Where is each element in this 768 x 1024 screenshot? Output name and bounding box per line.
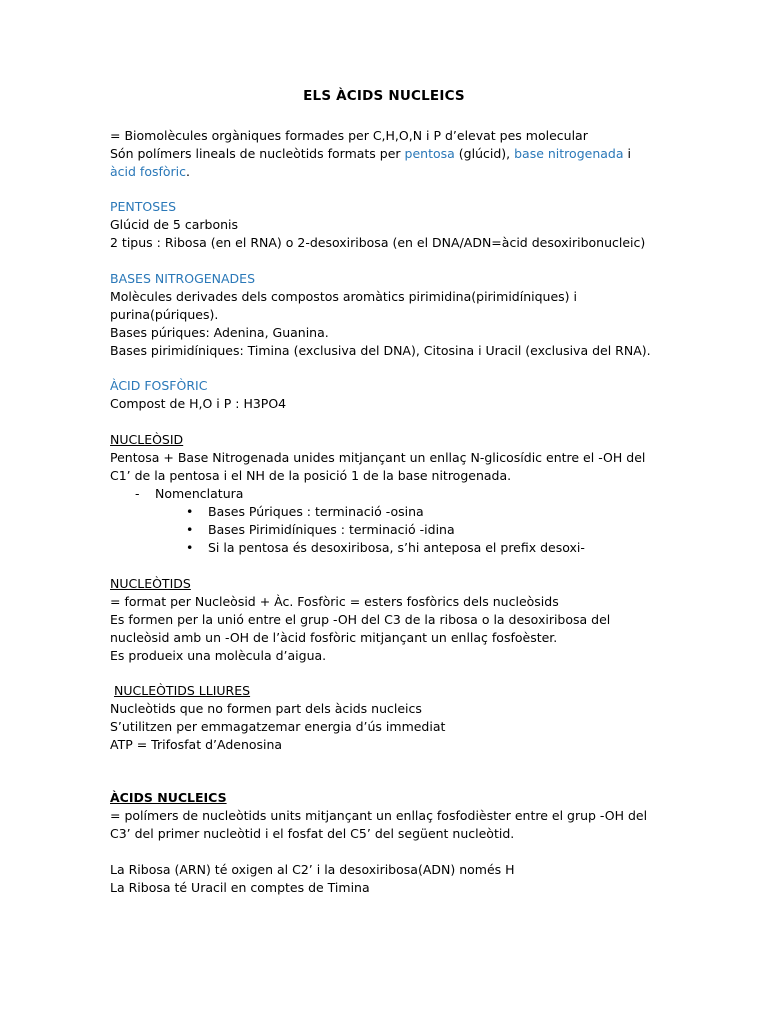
term-base-nitrogenada: base nitrogenada [514, 146, 624, 161]
nucleotids-line-1: = format per Nucleòsid + Àc. Fosfòric = esters fosfòrics dels nucleòsids [110, 594, 559, 609]
bullet-marker: • [186, 504, 194, 519]
nomenclatura-label: Nomenclatura [155, 486, 244, 501]
dash-marker: - [135, 486, 140, 501]
heading-pentoses: PENTOSES [110, 199, 177, 214]
heading-nucleotids: NUCLEÒTIDS [110, 576, 191, 591]
heading-acid-fosforic: ÀCID FOSFÒRIC [110, 378, 208, 393]
lliures-line-3: ATP = Trifosfat d’Adenosina [110, 737, 283, 752]
nucleotids-line-4: Es produeix una molècula d’aigua. [110, 648, 327, 663]
bullet-text-desoxi: Si la pentosa és desoxiribosa, s’hi anteposa el prefix desoxi- [208, 540, 585, 555]
intro-line-3-period: . [186, 164, 190, 179]
pentoses-line-1: Glúcid de 5 carbonis [110, 217, 239, 232]
bullet-text-pirimidiniques: Bases Pirimidíniques : terminació -idina [208, 522, 455, 537]
acids-line-2: C3’ del primer nucleòtid i el fosfat del C5’ del següent nucleòtid. [110, 826, 515, 841]
term-acid-fosforic: àcid fosfòric [110, 164, 187, 179]
intro-line-2-text-a: Són polímers lineals de nucleòtids formats per [110, 146, 405, 161]
bases-line-4: Bases pirimidíniques: Timina (exclusiva del DNA), Citosina i Uracil (exclusiva del RNA). [110, 343, 651, 358]
bases-line-3: Bases púriques: Adenina, Guanina. [110, 325, 329, 340]
bullet-marker: • [186, 540, 194, 555]
intro-line-2 [110, 146, 631, 162]
acid-line-1: Compost de H,O i P : H3PO4 [110, 396, 287, 411]
acids-line-1: = polímers de nucleòtids units mitjançant un enllaç fosfodièster entre el grup -OH del [110, 808, 648, 823]
bullet-marker: • [186, 522, 194, 537]
bullet-item-puriques [186, 504, 424, 520]
pentoses-line-2: 2 tipus : Ribosa (en el RNA) o 2-desoxiribosa (en el DNA/ADN=àcid desoxiribonucleic) [110, 235, 646, 250]
nucleosid-line-2: C1’ de la pentosa i el NH de la posició 1 de la base nitrogenada. [110, 468, 512, 483]
bases-line-1: Molècules derivades dels compostos aromàtics pirimidina(pirimidíniques) i [110, 289, 577, 304]
intro-line-3 [110, 164, 190, 180]
document-title: ELS ÀCIDS NUCLEICS [303, 88, 465, 104]
term-pentosa: pentosa [404, 146, 455, 161]
lliures-line-2: S’utilitzen per emmagatzemar energia d’ús immediat [110, 719, 446, 734]
lliures-line-1: Nucleòtids que no formen part dels àcids nucleics [110, 701, 422, 716]
heading-nucleotids-lliures: NUCLEÒTIDS LLIURES [114, 683, 251, 698]
nomenclatura-list-item [135, 486, 243, 502]
heading-acids-nucleics: ÀCIDS NUCLEICS [110, 790, 227, 805]
intro-line-1: = Biomolècules orgàniques formades per C,H,O,N i P d’elevat pes molecular [110, 128, 588, 143]
nucleosid-line-1: Pentosa + Base Nitrogenada unides mitjançant un enllaç N-glicosídic entre el -OH del [110, 450, 646, 465]
nucleotids-line-2: Es formen per la unió entre el grup -OH del C3 de la ribosa o la desoxiribosa del [110, 612, 611, 627]
intro-line-2-text-c: (glúcid), [454, 146, 515, 161]
heading-nucleosid: NUCLEÒSID [110, 432, 184, 447]
heading-bases-nitrogenades: BASES NITROGENADES [110, 271, 256, 286]
acids-line-3: La Ribosa (ARN) té oxigen al C2’ i la desoxiribosa(ADN) només H [110, 862, 515, 877]
intro-line-2-text-e: i [623, 146, 631, 161]
bullet-item-desoxi [186, 540, 585, 556]
bullet-text-puriques: Bases Púriques : terminació -osina [208, 504, 424, 519]
acids-line-4: La Ribosa té Uracil en comptes de Timina [110, 880, 370, 895]
nucleotids-line-3: nucleòsid amb un -OH de l’àcid fosfòric mitjançant un enllaç fosfoèster. [110, 630, 558, 645]
bullet-item-pirimidiniques [186, 522, 455, 538]
bases-line-2: purina(púriques). [110, 307, 219, 322]
